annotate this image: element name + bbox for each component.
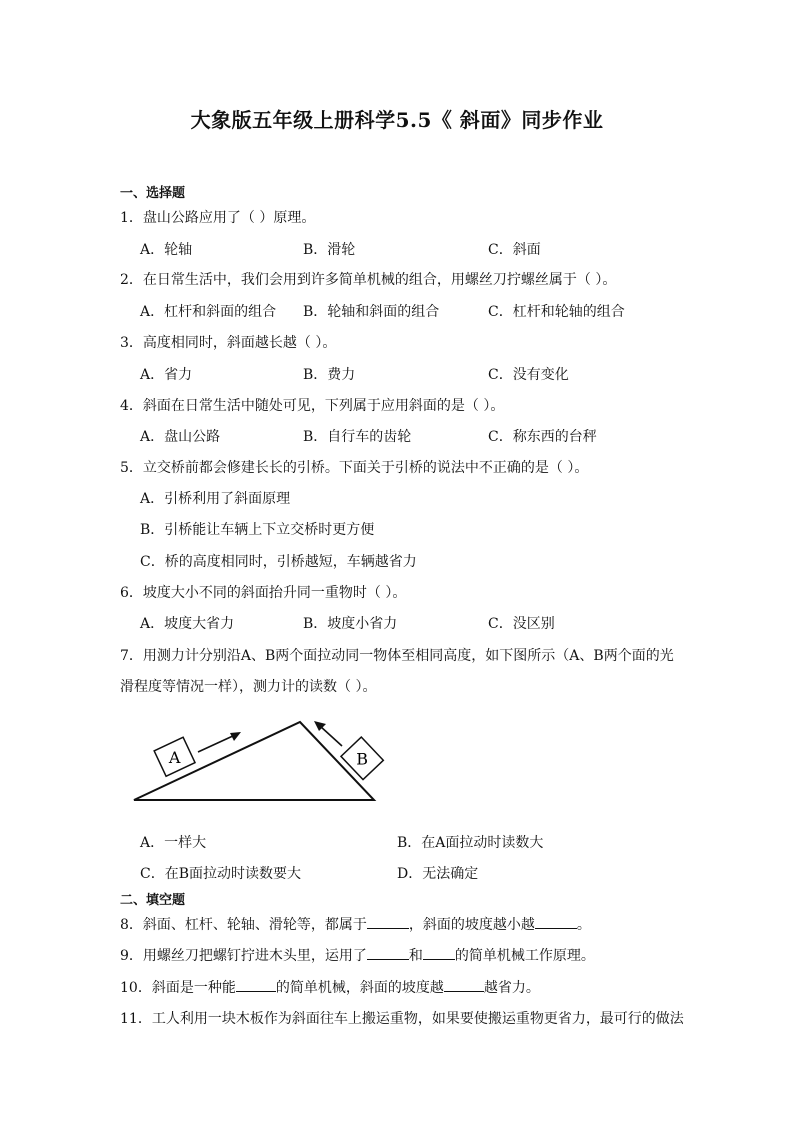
- question-9-text-2: 和: [408, 948, 423, 964]
- question-4-stem: 4．斜面在日常生活中随处可见，下列属于应用斜面的是（ ）。: [120, 398, 505, 414]
- page-title: 大象版五年级上册科学5.5《 斜面》同步作业: [190, 108, 604, 132]
- question-2-option-b: B．轮轴和斜面的组合: [303, 304, 440, 320]
- question-11-stem: 11．工人利用一块木板作为斜面往车上搬运重物，如果要使搬运重物更省力，最可行的做法: [120, 1011, 684, 1027]
- block-b-label: B: [356, 749, 369, 769]
- question-9-text-3: 的简单机械工作原理。: [454, 948, 595, 964]
- question-5-option-b: B．引桥能让车辆上下立交桥时更方便: [140, 522, 375, 538]
- question-10-text-1: 10．斜面是一种能: [120, 980, 236, 996]
- question-7-stem-line-1: 7．用测力计分别沿A、B两个面拉动同一物体至相同高度，如下图所示（A、B两个面的光: [120, 648, 674, 664]
- question-8-text-3: 。: [576, 917, 591, 933]
- section-heading-fill: 二、填空题: [120, 893, 186, 908]
- question-7-stem-line-2: 滑程度等情况一样），测力计的读数（ ）。: [120, 679, 377, 695]
- question-10-stem: [120, 977, 540, 997]
- question-2-option-a: A．杠杆和斜面的组合: [140, 304, 277, 320]
- question-3-stem: 3．高度相同时，斜面越长越（ ）。: [120, 335, 337, 351]
- question-5-option-c: C．桥的高度相同时，引桥越短，车辆越省力: [140, 554, 417, 570]
- question-7-option-b: B．在A面拉动时读数大: [397, 835, 544, 851]
- question-4-option-c: C．称东西的台秤: [488, 429, 597, 445]
- question-4-option-b: B．自行车的齿轮: [303, 429, 412, 445]
- arrow-a-shaft: [198, 735, 235, 752]
- question-6-option-a: A．坡度大省力: [140, 616, 235, 632]
- question-5-stem: 5．立交桥前都会修建长长的引桥。下面关于引桥的说法中不正确的是（ ）。: [120, 460, 589, 476]
- question-9-blank-1[interactable]: [367, 945, 409, 960]
- question-4-option-a: A．盘山公路: [140, 429, 221, 445]
- question-7-option-a: A．一样大: [140, 835, 207, 851]
- question-1-option-a: A．轮轴: [140, 242, 193, 258]
- question-7-option-d: D．无法确定: [397, 866, 479, 882]
- question-8-text-1: 8．斜面、杠杆、轮轴、滑轮等，都属于: [120, 917, 367, 933]
- question-10-blank-1[interactable]: [236, 977, 276, 992]
- question-5-option-a: A．引桥利用了斜面原理: [140, 491, 291, 507]
- question-6-stem: 6．坡度大小不同的斜面抬升同一重物时（ ）。: [120, 585, 407, 601]
- incline-diagram: [120, 710, 390, 810]
- question-8-blank-1[interactable]: [367, 914, 409, 929]
- arrow-b-shaft: [320, 726, 342, 746]
- question-1-option-c: C．斜面: [488, 242, 541, 258]
- question-1-stem: 1．盘山公路应用了（ ）原理。: [120, 210, 316, 226]
- block-a: [154, 737, 195, 776]
- question-1-option-b: B．滑轮: [303, 242, 356, 258]
- question-10-blank-2[interactable]: [444, 977, 484, 992]
- question-9-stem: [120, 945, 595, 965]
- question-3-option-a: A．省力: [140, 367, 193, 383]
- question-3-option-b: B．费力: [303, 367, 356, 383]
- question-3-option-c: C．没有变化: [488, 367, 569, 383]
- question-8-stem: [120, 914, 591, 934]
- question-2-stem: 2．在日常生活中，我们会用到许多简单机械的组合，用螺丝刀拧螺丝属于（ ）。: [120, 272, 617, 288]
- question-9-blank-2[interactable]: [423, 945, 455, 960]
- question-7-option-c: C．在B面拉动时读数要大: [140, 866, 301, 882]
- block-a-label: A: [168, 747, 181, 767]
- question-6-option-b: B．坡度小省力: [303, 616, 398, 632]
- question-2-option-c: C．杠杆和轮轴的组合: [488, 304, 625, 320]
- question-6-option-c: C．没区别: [488, 616, 555, 632]
- question-9-text-1: 9．用螺丝刀把螺钉拧进木头里，运用了: [120, 948, 367, 964]
- question-8-text-2: ，斜面的坡度越小越: [408, 917, 535, 933]
- section-heading-choice: 一、选择题: [120, 186, 186, 201]
- question-10-text-3: 越省力。: [483, 980, 540, 996]
- question-10-text-2: 的简单机械，斜面的坡度越: [275, 980, 444, 996]
- question-8-blank-2[interactable]: [535, 914, 577, 929]
